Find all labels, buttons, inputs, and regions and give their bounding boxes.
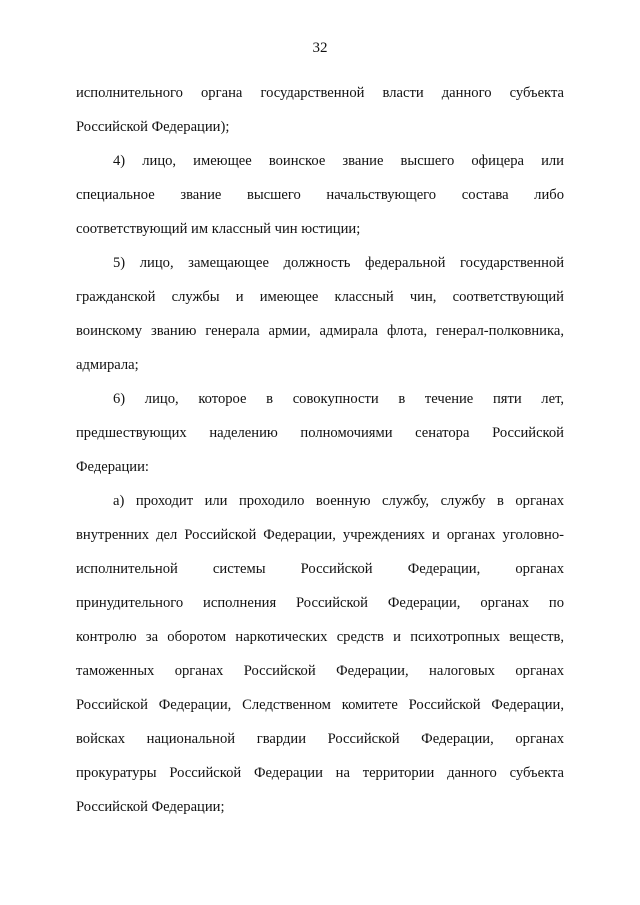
text-line: Федерации: <box>76 459 149 475</box>
text-line: принудительного исполнения Российской Федерации, органах по <box>76 595 564 611</box>
text-line: 6) лицо, которое в совокупности в течение пяти лет, <box>113 391 564 407</box>
text-line: адмирала; <box>76 357 139 373</box>
text-line: воинскому званию генерала армии, адмирала флота, генерал-полковника, <box>76 323 564 339</box>
text-line: контролю за оборотом наркотических средств и психотропных веществ, <box>76 629 564 645</box>
text-line: 5) лицо, замещающее должность федеральной государственной <box>113 255 564 271</box>
paragraph-item-4 <box>76 144 564 246</box>
text-line: внутренних дел Российской Федерации, учреждениях и органах уголовно- <box>76 527 564 543</box>
paragraph-item-6 <box>76 382 564 484</box>
text-line: гражданской службы и имеющее классный чин, соответствующий <box>76 289 564 305</box>
text-line: таможенных органах Российской Федерации, налоговых органах <box>76 663 564 679</box>
text-line: специальное звание высшего начальствующего состава либо <box>76 187 564 203</box>
text-line: а) проходит или проходило военную службу, службу в органах <box>113 493 564 509</box>
text-line: Российской Федерации, Следственном комитете Российской Федерации, <box>76 697 564 713</box>
paragraph-continuation <box>76 76 564 144</box>
text-line: исполнительного органа государственной власти данного субъекта <box>76 85 564 101</box>
text-line: предшествующих наделению полномочиями сенатора Российской <box>76 425 564 441</box>
paragraph-item-5 <box>76 246 564 382</box>
text-line: войсках национальной гвардии Российской Федерации, органах <box>76 731 564 747</box>
paragraph-subitem-a <box>76 484 564 824</box>
text-line: прокуратуры Российской Федерации на территории данного субъекта <box>76 765 564 781</box>
text-line: исполнительной системы Российской Федерации, органах <box>76 561 564 577</box>
document-body <box>76 76 564 824</box>
text-line: Российской Федерации; <box>76 799 225 815</box>
text-line: 4) лицо, имеющее воинское звание высшего офицера или <box>113 153 564 169</box>
text-line: соответствующий им классный чин юстиции; <box>76 221 361 237</box>
page-number: 32 <box>312 40 328 56</box>
text-line: Российской Федерации); <box>76 119 230 135</box>
